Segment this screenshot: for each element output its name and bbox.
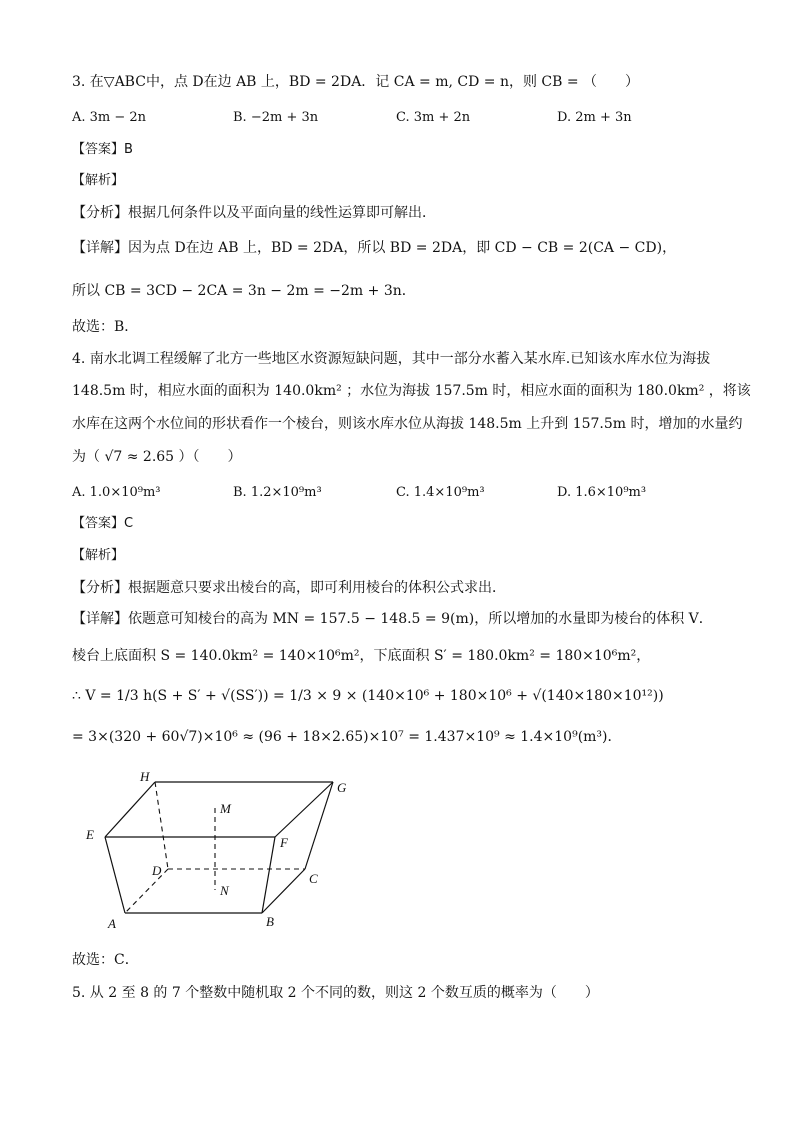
q4-stem-line4: 为（ √7 ≈ 2.65 ）（ ） bbox=[72, 449, 242, 465]
q3-answer: 【答案】B bbox=[72, 142, 133, 157]
q4-stem-line2: 148.5m 时，相应水面的面积为 140.0km² ；水位为海拔 157.5m 时，相应水面的面积为 180.0km² ，将该 bbox=[72, 383, 751, 399]
q4-detail-line3: ∴ V = 1/3 h(S + S′ + √(SS′)) = 1/3 × 9 × (140×10⁶ + 180×10⁶ + √(140×180×10¹²)) bbox=[72, 688, 664, 704]
label-b: B bbox=[266, 914, 274, 929]
q3-jiexi-heading: 【解析】 bbox=[72, 173, 125, 188]
label-h: H bbox=[140, 769, 150, 784]
label-d: D bbox=[152, 863, 162, 878]
q4-detail-line4: = 3×(320 + 60√7)×10⁶ ≈ (96 + 18×2.65)×10⁷ = 1.437×10⁹ ≈ 1.4×10⁹(m³)． bbox=[72, 729, 622, 745]
edge-hd bbox=[155, 782, 168, 869]
q3-analysis: 【分析】根据几何条件以及平面向量的线性运算即可解出． bbox=[72, 205, 436, 221]
q3-conclusion: 故选：B． bbox=[72, 319, 139, 335]
q3-option-a: A. 3m − 2n bbox=[72, 110, 147, 125]
q4-analysis: 【分析】根据题意只要求出棱台的高，即可利用棱台的体积公式求出． bbox=[72, 580, 506, 596]
q4-option-b: B. 1.2×10⁹m³ bbox=[233, 485, 322, 500]
q4-option-c: C. 1.4×10⁹m³ bbox=[396, 485, 485, 500]
label-c: C bbox=[309, 871, 318, 886]
q4-option-a: A. 1.0×10⁹m³ bbox=[72, 485, 161, 500]
label-a: A bbox=[108, 916, 116, 930]
q4-detail-line2: 棱台上底面积 S = 140.0km² = 140×10⁶m²，下底面积 S′ = 180.0km² = 180×10⁶m²， bbox=[72, 648, 651, 664]
frustum-figure bbox=[80, 765, 360, 930]
q3-stem: 3. 在▽ABC中，点 D在边 AB 上，BD = 2DA．记 CA = m, CD = n，则 CB = （ ） bbox=[72, 74, 640, 90]
q4-stem-line3: 水库在这两个水位间的形状看作一个棱台，则该水库水位从海拔 148.5m 上升到 157.5m 时，增加的水量约 bbox=[72, 416, 743, 432]
label-f: F bbox=[280, 835, 288, 850]
q4-detail-line1: 【详解】依题意可知棱台的高为 MN = 157.5 − 148.5 = 9(m)，所以增加的水量即为棱台的体积 V． bbox=[72, 611, 713, 627]
edge-eh bbox=[105, 782, 155, 837]
q3-detail-line1: 【详解】因为点 D在边 AB 上，BD = 2DA，所以 BD = 2DA，即 CD − CB = 2(CA − CD)， bbox=[72, 240, 677, 256]
q3-option-d: D. 2m + 3n bbox=[557, 110, 632, 125]
q4-answer: 【答案】C bbox=[72, 516, 134, 531]
label-n: N bbox=[220, 883, 229, 898]
q4-option-d: D. 1.6×10⁹m³ bbox=[557, 485, 647, 500]
q3-detail-line2: 所以 CB = 3CD − 2CA = 3n − 2m = −2m + 3n． bbox=[72, 283, 416, 299]
label-g: G bbox=[337, 780, 347, 795]
q5-stem: 5. 从 2 至 8 的 7 个整数中随机取 2 个不同的数，则这 2 个数互质的概率为（ ） bbox=[72, 985, 599, 1001]
label-m: M bbox=[220, 801, 231, 816]
q4-conclusion: 故选：C． bbox=[72, 952, 139, 968]
q3-option-c: C. 3m + 2n bbox=[396, 110, 471, 125]
q4-stem-line1: 4. 南水北调工程缓解了北方一些地区水资源短缺问题，其中一部分水蓄入某水库.已知该水库水位为海拔 bbox=[72, 351, 711, 367]
q3-option-b: B. −2m + 3n bbox=[233, 110, 319, 125]
q4-jiexi-heading: 【解析】 bbox=[72, 548, 125, 563]
label-e: E bbox=[86, 827, 94, 842]
edge-ea bbox=[105, 837, 125, 913]
edge-da bbox=[125, 869, 168, 913]
